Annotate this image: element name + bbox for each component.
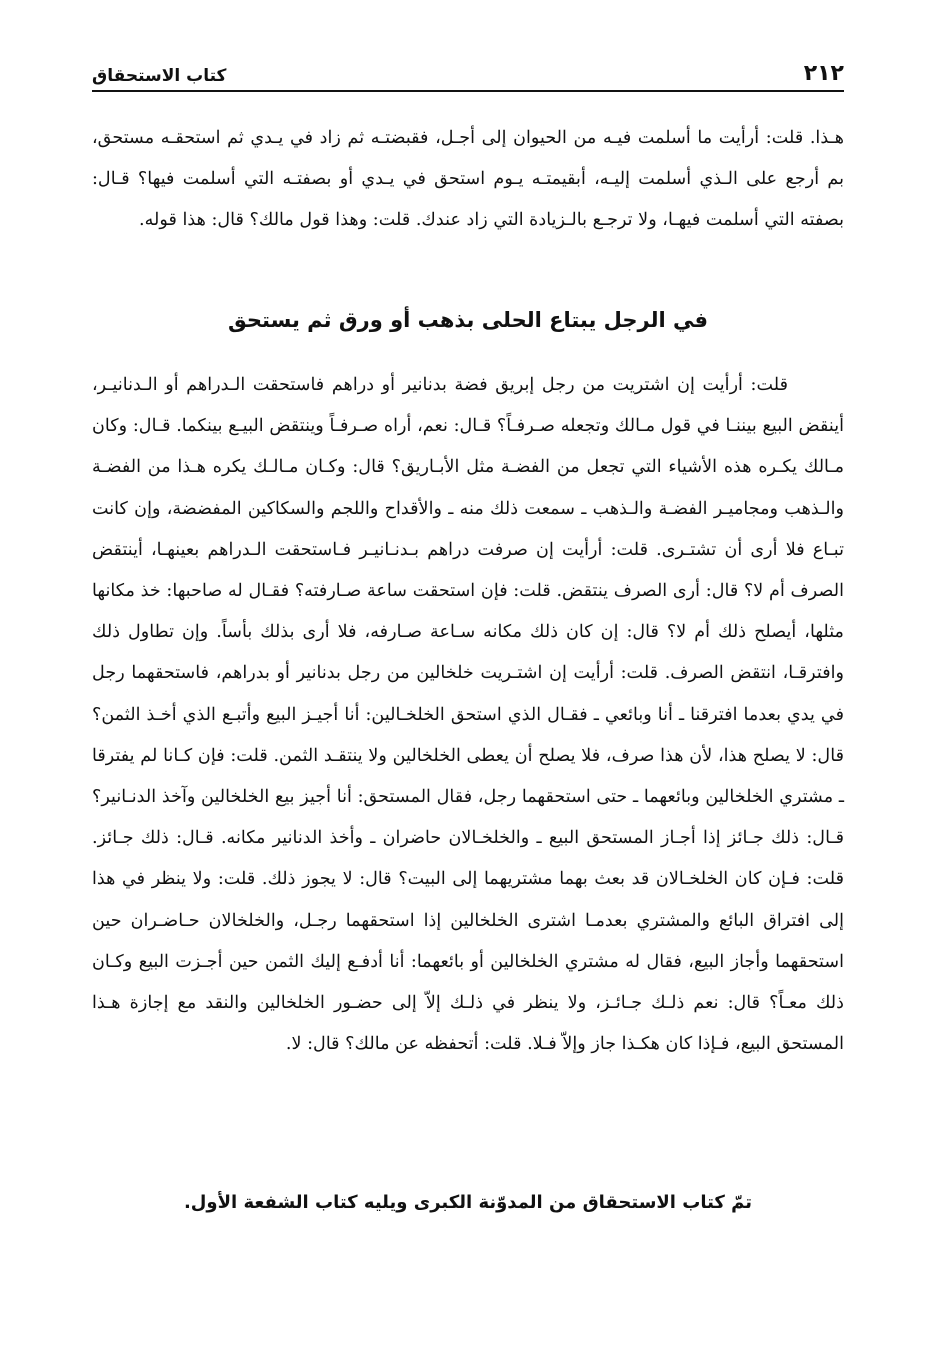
closing-line: تمّ كتاب الاستحقاق من المدوّنة الكبرى ويليه كتاب الشفعة الأول. [183, 1192, 753, 1213]
running-title: كتاب الاستحقاق [92, 66, 227, 86]
paragraph-continuation: هـذا. قلت: أرأيت ما أسلمت فيـه من الحيوان إلى أجـل، فقبضتـه ثم زاد في يـدي ثم استحقـه مستحق، بم أرجع على الـذي أسلمت إليـه، أبقيمتـه يـوم استحق في يـدي أو بصفتـه التي أسلمت فيها؟ قـال: بصفته التي أسلمت فيهـا، ولا ترجـع بالـزيادة التي زاد عندك. قلت: وهذا قول مالك؟ قال: هذا قوله. [92, 128, 844, 231]
section-heading: في الرجل يبتاع الحلى بذهب أو ورق ثم يستحق [227, 308, 709, 332]
paragraph-main: قلت: أرأيت إن اشتريت من رجل إبريق فضة بدنانير أو دراهم فاستحقت الـدراهم أو الـدنانيـر، أينقض البيع بيننـا في قول مـالك وتجعله صـرفـاً؟ قـال: نعم، أراه صـرفـاً وينتقض البيـع بينكما. قـال: وكان مـالك يكـره هذه الأشياء التي تجعل من الفضـة مثل الأبـاريق؟ قال: وكـان مـالـك يكره هـذا من الفضـة والـذهب ومجاميـر الفضـة والـذهب ـ سمعت ذلك منه ـ والأقداح واللجم والسكاكين المفضضة، وإن كانت تبـاع فلا أرى أن تشتـرى. قلت: أرأيت إن صرفت دراهم بـدنـانيـر فـاستحقت الـدراهم بعينهـا، أينتقض الصرف أم لا؟ قال: أرى الصرف ينتقض. قلت: فإن استحقت ساعة صـارفته؟ فقـال له صاحبها: خذ مكانها مثلها، أيصلح ذلك أم لا؟ قال: إن كان ذلك مكانه سـاعة صـارفه، فلا أرى بذلك بأساً. وإن تطاول ذلك وافترقـا، انتقض الصرف. قلت: أرأيت إن اشتـريت خلخالين من رجل بدنانير أو بدراهم، فاستحقهما رجل في يدي بعدما افترقنا ـ أنا وبائعي ـ فقـال الذي استحق الخلخـالين: أنا أجيـز البيع وأتبـع الذي أخـذ الثمن؟ قال: لا يصلح هذا، لأن هذا صرف، فلا يصلح أن يعطى الخلخالين ولا ينتقـد الثمن. قلت: فإن كـانا لم يفترقا ـ مشتري الخلخالين وبائعهما ـ حتى استحقهما رجل، فقال المستحق: أنا أجيز بيع الخلخالين وآخذ الدنـانير؟ قـال: ذلك جـائز إذا أجـاز المستحق البيع ـ والخلخـالان حاضران ـ وأخذ الدنانير مكانه. قـال: ذلك جـائز. قلت: فـإن كان الخلخـالان قد بعث بهما مشتريهما إلى البيت؟ قال: لا يجوز ذلك. قلت: ولا ينظر في هذا إلى افتراق البائع والمشتري بعدمـا اشترى الخلخالين إذا استحقهما رجـل، والخلخالان حـاضـران حين استحقهما وأجاز البيع، فقال له مشتري الخلخالين أو بائعهما: أنا أدفـع إليك الثمن حين أجـزت البيع وكـان ذلك معـاً؟ قال: نعم ذلـك جـائـز، ولا ينظر في ذلـك إلاّ إلى حضـور الخلخالين والنقد مع إجازة هـذا المستحق البيع، فـإذا كان هكـذا جاز وإلاّ فـلا. قلت: أتحفظه عن مالك؟ قال: لا. [92, 375, 844, 1055]
page-header [92, 52, 844, 92]
page-number: ٢١٢ [803, 61, 844, 86]
